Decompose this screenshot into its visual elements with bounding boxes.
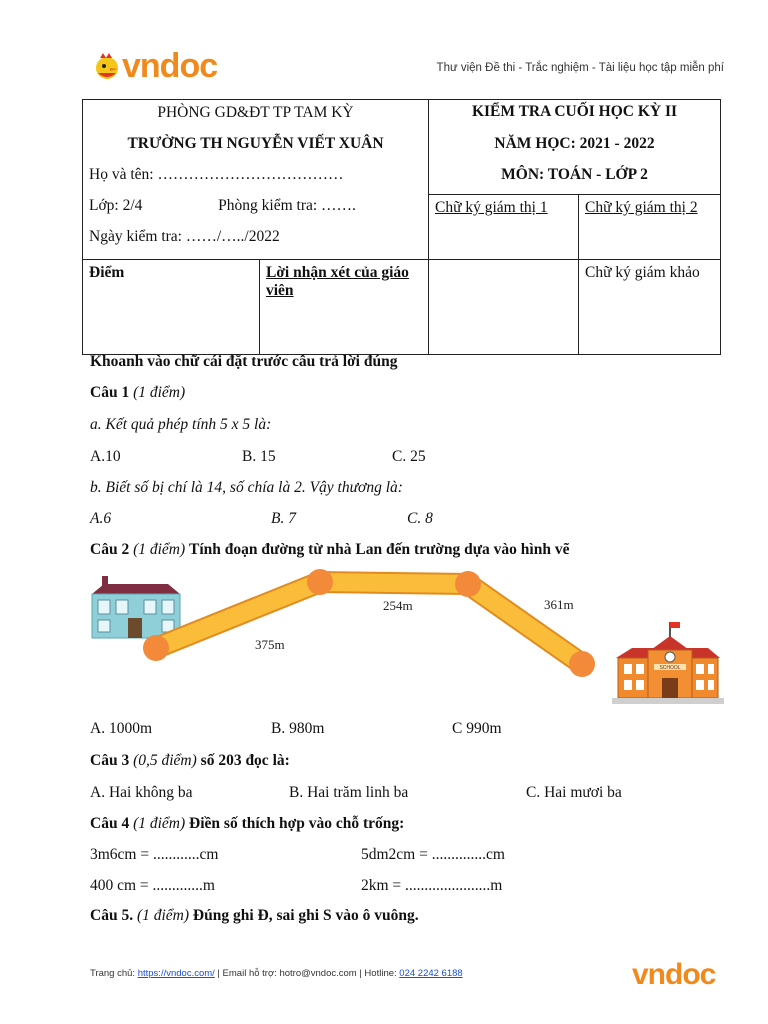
q2-option-c[interactable]: C 990m [452, 720, 502, 737]
q1b-text: b. Biết số bị chí là 14, số chía là 2. Vậy thương là: [90, 479, 403, 496]
class-room-line [83, 190, 428, 221]
q2-option-a[interactable]: A. 1000m [90, 720, 152, 737]
q3-option-a[interactable]: A. Hai không ba [90, 784, 193, 801]
comment-box [260, 260, 428, 354]
q4-label: Câu 4 [90, 815, 130, 832]
q4-item-1[interactable]: 3m6cm = ............cm [90, 846, 219, 863]
exam-title: KIỂM TRA CUỐI HỌC KỲ II [471, 103, 678, 120]
subject-title: MÔN: TOÁN - LỚP 2 [501, 166, 648, 183]
q2-option-b[interactable]: B. 980m [271, 720, 325, 737]
class-field: Lớp: 2/4 [89, 197, 143, 214]
school-year: NĂM HỌC: 2021 - 2022 [494, 135, 655, 152]
examiner-sign-label: Chữ ký giám khảo [585, 264, 700, 281]
q1b-option-b[interactable]: B. 7 [271, 510, 296, 527]
q1a-option-c[interactable]: C. 25 [392, 448, 426, 465]
chicken-mascot-icon [92, 51, 122, 81]
school-sign-text: SCHOOL [659, 665, 681, 671]
score-label: Điểm [89, 264, 125, 281]
segment-2-label: 254m [383, 598, 413, 613]
proctor2-sign-label: Chữ ký giám thị 2 [585, 199, 698, 216]
q1b-option-c[interactable]: C. 8 [407, 510, 433, 527]
q2-label: Câu 2 [90, 541, 130, 558]
q5-text: Đúng ghi Đ, sai ghi S vào ô vuông. [192, 907, 419, 924]
segment-3-label: 361m [544, 597, 574, 612]
waypoint-1 [307, 569, 333, 595]
exam-header-table [82, 99, 721, 355]
school-info-cell [83, 100, 429, 260]
question-2-heading [90, 541, 569, 559]
exam-date-field: Ngày kiểm tra: ……/…../2022 [89, 228, 280, 245]
dept-name: PHÒNG GD&ĐT TP TAM KỲ [157, 104, 354, 121]
school-name: TRƯỜNG TH NGUYỄN VIẾT XUÂN [127, 135, 384, 152]
q1b-option-a[interactable]: A.6 [90, 510, 112, 527]
q3-label: Câu 3 [90, 752, 130, 769]
end-point [569, 651, 595, 677]
q1-points: (1 điểm) [133, 384, 186, 401]
question-5-heading [90, 907, 419, 925]
q3-option-c[interactable]: C. Hai mươi ba [526, 784, 622, 801]
question-1-heading [90, 384, 185, 402]
question-4-heading [90, 815, 404, 833]
footer-email: | Email hỗ trợ: hotro@vndoc.com | Hotline: [214, 968, 400, 979]
examiner-sign-cell [579, 260, 721, 355]
q1-label: Câu 1 [90, 384, 130, 401]
site-tagline: Thư viện Đề thi - Trắc nghiệm - Tài liệu học tập miễn phí [436, 62, 724, 74]
score-box [83, 260, 260, 354]
q4-item-4[interactable]: 2km = ......................m [361, 877, 503, 894]
route-diagram [88, 566, 728, 712]
footer-home-link[interactable]: https://vndoc.com/ [137, 968, 215, 979]
exam-room-field: Phòng kiểm tra: ……. [218, 197, 356, 214]
q4-item-3[interactable]: 400 cm = .............m [90, 877, 215, 894]
q1a-option-b[interactable]: B. 15 [242, 448, 276, 465]
q5-points: (1 điểm) [136, 907, 190, 924]
start-point [143, 635, 169, 661]
proctor2-sign-cell [579, 195, 721, 260]
proctor1-sign-label: Chữ ký giám thị 1 [435, 199, 548, 216]
waypoint-2 [455, 571, 481, 597]
q4-item-2[interactable]: 5dm2cm = ..............cm [361, 846, 505, 863]
segment-1-label: 375m [255, 637, 285, 652]
teacher-comment-label: Lời nhận xét của giáo viên [266, 264, 409, 299]
q3-points: (0,5 điểm) [133, 752, 197, 769]
q3-option-b[interactable]: B. Hai trăm linh ba [289, 784, 409, 801]
question-3-heading [90, 752, 290, 770]
logo-wordmark: vndoc [122, 46, 218, 85]
house-icon [92, 576, 180, 638]
instruction: Khoanh vào chữ cái đặt trước câu trả lời đúng [90, 353, 398, 370]
q4-text: Điền số thích hợp vào chỗ trống: [189, 815, 405, 832]
q1a-text: a. Kết quả phép tính 5 x 5 là: [90, 416, 272, 433]
student-name-field: Họ và tên: ……………………………… [89, 166, 344, 183]
q3-text: số 203 đọc là: [200, 752, 290, 769]
q1a-option-a[interactable]: A.10 [90, 448, 121, 465]
q4-points: (1 điểm) [133, 815, 186, 832]
q2-points: (1 điểm) [133, 541, 186, 558]
proctor1-sign-cell [429, 195, 579, 260]
q2-text: Tính đoạn đường từ nhà Lan đến trường dựa vào hình vẽ [189, 541, 570, 558]
q5-label: Câu 5. [90, 907, 134, 924]
footer-home-label: Trang chủ: [90, 968, 138, 979]
footer-hotline-link[interactable]: 024 2242 6188 [399, 968, 463, 979]
blank-cell [429, 260, 579, 355]
exam-title-cell [429, 100, 721, 195]
footer-logo: vndoc [632, 958, 716, 991]
score-comment-cell [83, 260, 429, 355]
page-footer [90, 968, 463, 979]
vndoc-logo [92, 48, 217, 84]
